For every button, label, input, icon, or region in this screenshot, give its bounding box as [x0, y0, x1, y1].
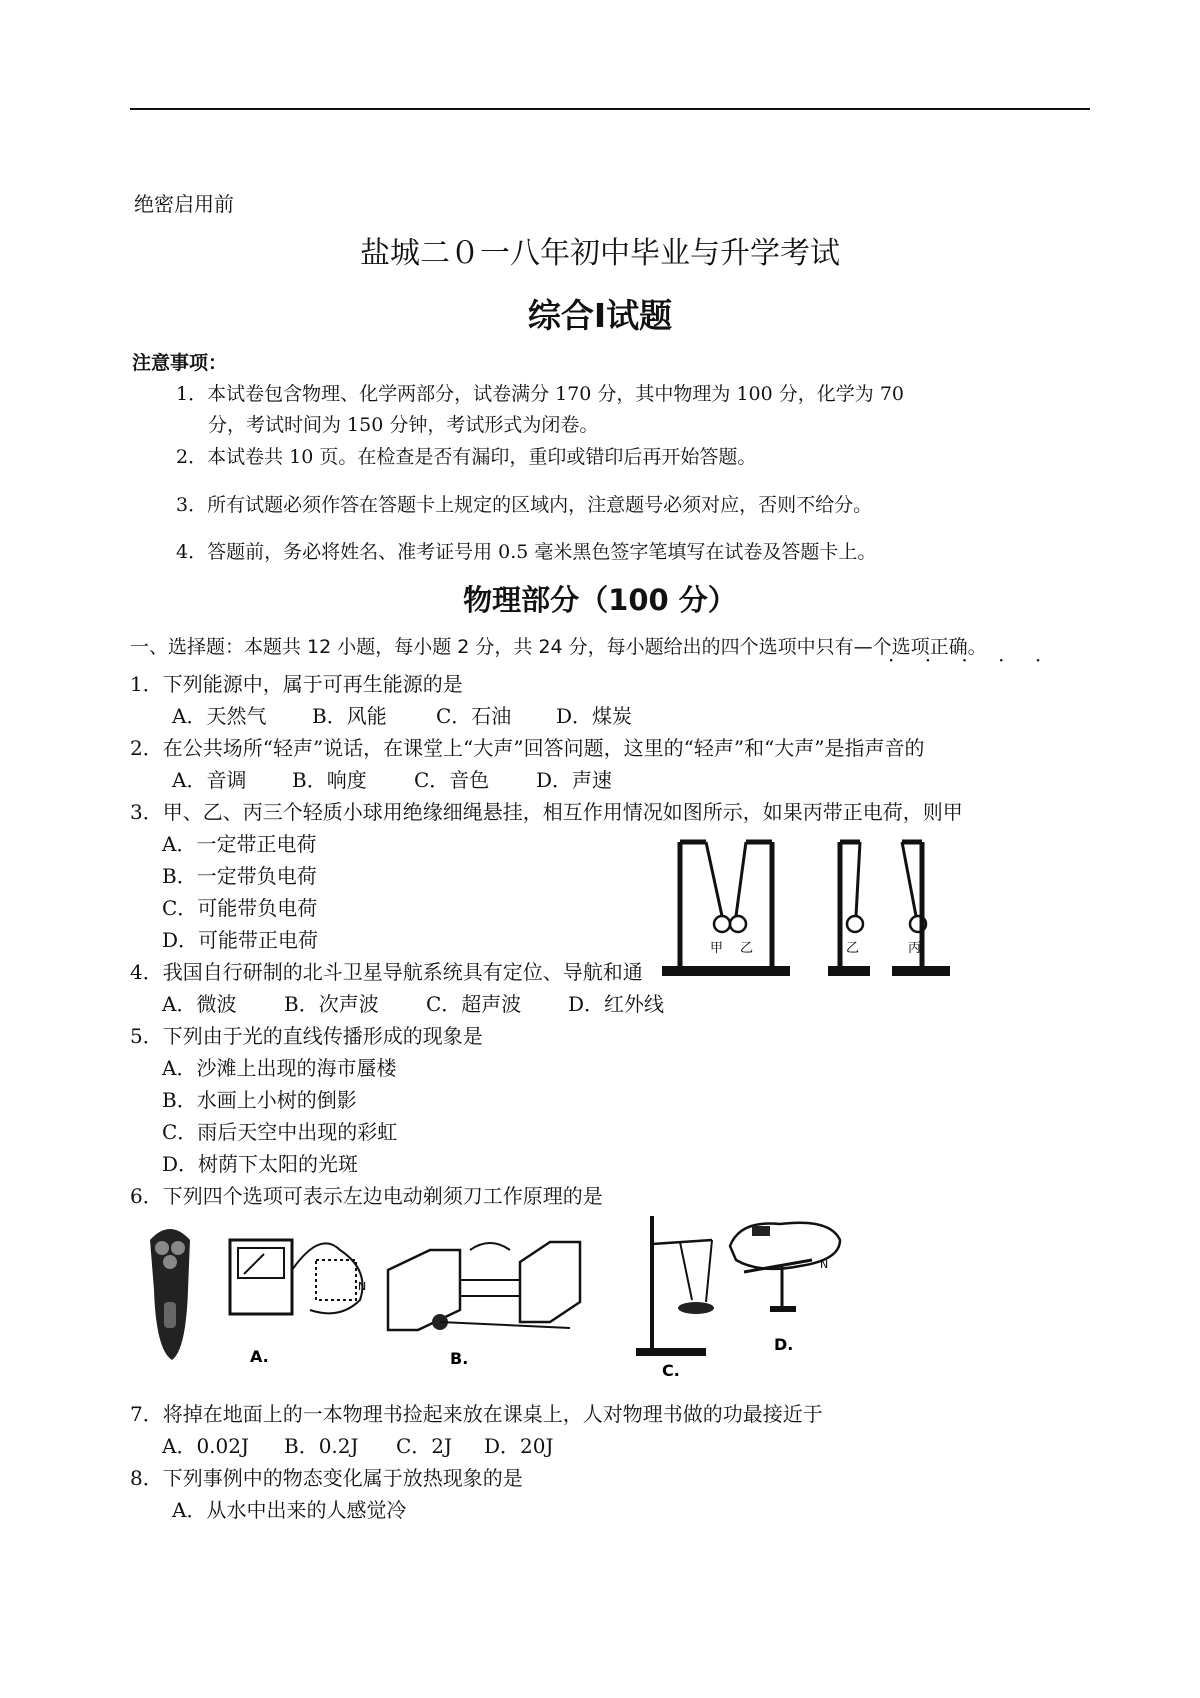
option-d-compass: [730, 1223, 840, 1354]
question-4-stem: 4．我国自行研制的北斗卫星导航系统具有定位、导航和通: [130, 960, 643, 984]
note-item: 分，考试时间为 150 分钟，考试形式为闭卷。: [208, 414, 599, 436]
part-instructions: 一、选择题：本题共 12 小题，每小题 2 分，共 24 分，每小题给出的四个选项中只有—个选项正确。: [130, 636, 987, 658]
fig-label-a: A.: [250, 1347, 269, 1366]
electric-shaver-icon: [150, 1229, 190, 1360]
charged-balls-figure: [660, 838, 960, 978]
q3-option-b: B．一定带负电荷: [162, 864, 317, 888]
q1-option-a: A．天然气: [172, 704, 267, 728]
q3-option-a: A．一定带正电荷: [162, 832, 317, 856]
question-2-stem: 2．在公共场所“轻声”说话，在课堂上“大声”回答问题，这里的“轻声”和“大声”是指声音的: [130, 736, 925, 760]
q4-option-c: C．超声波: [426, 992, 522, 1016]
svg-text:N: N: [820, 1258, 829, 1271]
option-a-galvanometer: [230, 1240, 366, 1366]
question-1-stem: 1．下列能源中，属于可再生能源的是: [130, 672, 463, 696]
note-item: 2．本试卷共 10 页。在检查是否有漏印，重印或错印后再开始答题。: [176, 446, 757, 468]
question-6-stem: 6．下列四个选项可表示左边电动剃须刀工作原理的是: [130, 1184, 603, 1208]
option-b-motor: [388, 1242, 580, 1368]
q4-option-a: A．微波: [162, 992, 237, 1016]
q1-option-d: D．煤炭: [556, 704, 633, 728]
fig-label-d: D.: [774, 1335, 794, 1354]
q4-option-d: D．红外线: [568, 992, 665, 1016]
note-item: 1．本试卷包含物理、化学两部分，试卷满分 170 分，其中物理为 100 分，化学为 70: [176, 383, 904, 405]
note-item: 3．所有试题必须作答在答题卡上规定的区域内，注意题号必须对应，否则不给分。: [176, 494, 873, 516]
q7-option-c: C．2J: [396, 1434, 453, 1458]
section-title: 物理部分（100 分）: [463, 583, 737, 617]
q2-option-a: A．音调: [172, 768, 247, 792]
q5-option-b: B．水画上小树的倒影: [162, 1088, 357, 1112]
q4-option-b: B．次声波: [284, 992, 379, 1016]
q5-option-a: A．沙滩上出现的海市蜃楼: [162, 1056, 397, 1080]
fig-label-c: C.: [662, 1361, 680, 1380]
q1-option-b: B．风能: [312, 704, 387, 728]
question-5-stem: 5．下列由于光的直线传播形成的现象是: [130, 1024, 483, 1048]
note-item: 4．答题前，务必将姓名、准考证号用 0.5 毫米黑色签字笔填写在试卷及答题卡上。: [176, 541, 877, 563]
exam-title: 盐城二０一八年初中毕业与升学考试: [360, 236, 840, 271]
q7-option-b: B．0.2J: [284, 1434, 359, 1458]
emphasis-dots: · · · · ·: [888, 648, 1054, 672]
q5-option-d: D．树荫下太阳的光斑: [162, 1152, 359, 1176]
header-rule: [130, 108, 1090, 110]
ball-label-bing: 丙: [908, 941, 922, 956]
notes-heading: 注意事项：: [132, 352, 228, 374]
svg-text:N: N: [358, 1280, 367, 1293]
question-7-stem: 7．将掉在地面上的一本物理书捡起来放在课桌上，人对物理书做的功最接近于: [130, 1402, 823, 1426]
motor-principle-figure: [140, 1210, 890, 1380]
exam-subtitle: 综合Ⅰ试题: [527, 296, 673, 335]
q5-option-c: C．雨后天空中出现的彩虹: [162, 1120, 398, 1144]
ball-label-yi: 乙: [740, 941, 754, 956]
q1-option-c: C．石油: [436, 704, 512, 728]
q2-option-b: B．响度: [292, 768, 367, 792]
q8-option-a: A．从水中出来的人感觉冷: [172, 1498, 407, 1522]
q3-option-c: C．可能带负电荷: [162, 896, 318, 920]
question-3-stem: 3．甲、乙、丙三个轻质小球用绝缘细绳悬挂，相互作用情况如图所示，如果丙带正电荷，则甲: [130, 800, 963, 824]
fig-label-b: B.: [450, 1349, 469, 1368]
ball-label-yi-2: 乙: [846, 941, 860, 956]
q2-option-c: C．音色: [414, 768, 490, 792]
q3-option-d: D．可能带正电荷: [162, 928, 319, 952]
q7-option-a: A．0.02J: [162, 1434, 249, 1458]
q2-option-d: D．声速: [536, 768, 613, 792]
confidential-label: 绝密启用前: [134, 192, 234, 216]
ball-label-jia: 甲: [710, 941, 724, 956]
question-8-stem: 8．下列事例中的物态变化属于放热现象的是: [130, 1466, 523, 1490]
q7-option-d: D．20J: [484, 1434, 554, 1458]
option-c-stand: [636, 1216, 714, 1380]
